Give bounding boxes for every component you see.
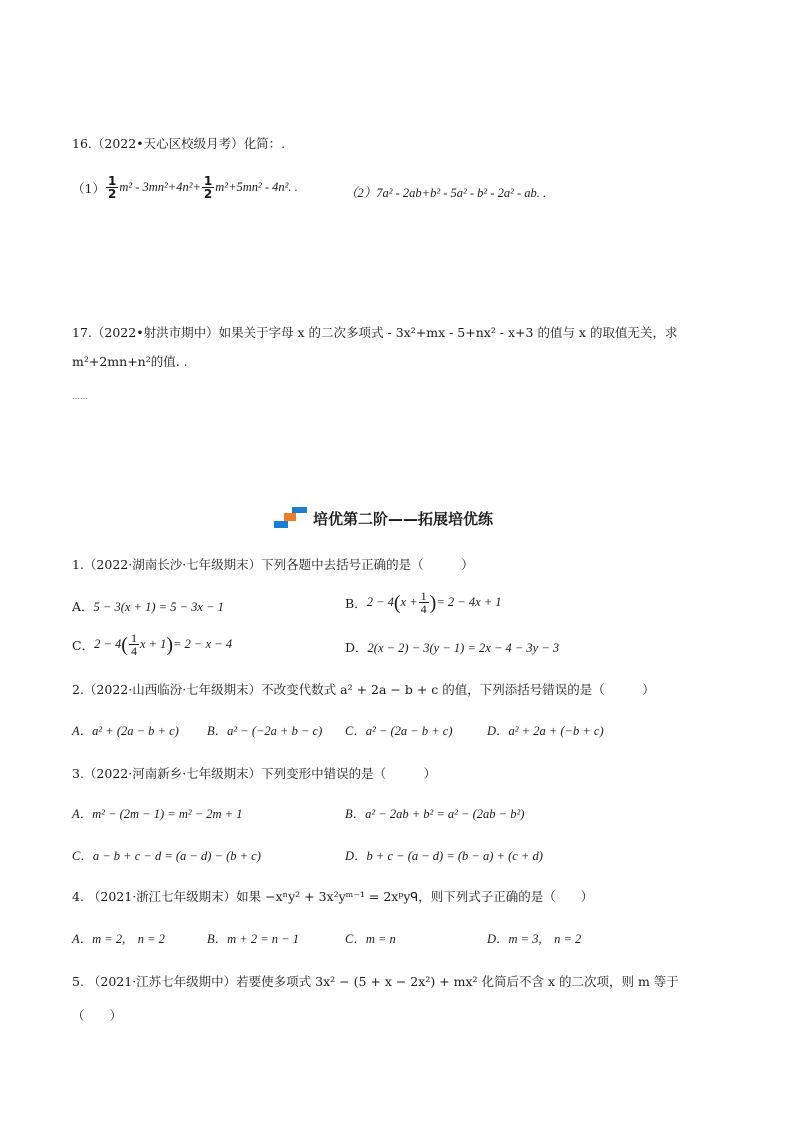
- q5-line1: 5. （2021·江苏七年级期中）若要使多项式 3x² − (5 + x − 2x²) + mx² 化简后不含 x 的二次项，则 m 等于: [72, 974, 679, 989]
- dotted-leader: ……: [72, 392, 88, 401]
- q16-part1: [72, 175, 298, 200]
- q16-part1-label: （1）: [72, 180, 105, 196]
- q16-frac-2: $\frac{1}{2}$: [203, 174, 213, 201]
- q4-option-a: A．m = 2, n = 2: [72, 932, 165, 946]
- section-decoration-icon: [273, 506, 309, 530]
- q16-frac-1: $\frac{1}{2}$: [107, 174, 117, 201]
- section-title: 培优第二阶——拓展培优练: [313, 509, 494, 528]
- q2-option-c: C．a² − (2a − b + c): [345, 724, 453, 738]
- q1-b-frac: $\frac{1}{4}$: [420, 589, 427, 616]
- q1-option-c: C． 2 − 4 ( $\frac{1}{4}$ x + 1 ) = 2 − x − 4: [72, 631, 233, 658]
- q4-option-c: C．m = n: [345, 932, 396, 946]
- q1-option-b: B． 2 − 4 ( x + $\frac{1}{4}$ ) = 2 − 4x + 1: [345, 589, 502, 616]
- q16-part2: （2）7a² - 2ab+b² - 5a² - b² - 2a² - ab. .: [345, 186, 547, 200]
- q3-option-b: B．a² − 2ab + b² = a² − (2ab − b²): [345, 807, 525, 821]
- q16-part1-expr-a: m² - 3mn²+4n²+: [119, 180, 201, 194]
- q2-option-b: B．a² − (−2a + b − c): [207, 724, 323, 738]
- q5-line2: （ ）: [72, 1008, 123, 1023]
- q3-stem: 3.（2022·河南新乡·七年级期末）下列变形中错误的是（ ）: [72, 766, 437, 781]
- q2-stem: 2.（2022·山西临汾·七年级期末）不改变代数式 a² + 2a − b + c 的值，下列添括号错误的是（ ）: [72, 682, 655, 697]
- q3-option-d: D．b + c − (a − d) = (b − a) + (c + d): [345, 849, 543, 863]
- q3-option-c: C．a − b + c − d = (a − d) − (b + c): [72, 849, 261, 863]
- section-heading: [273, 506, 493, 530]
- q1-stem: 1.（2022·湖南长沙·七年级期末）下列各题中去括号正确的是（ ）: [72, 557, 474, 572]
- q16-part1-expr-b: m²+5mn² - 4n². .: [215, 180, 298, 194]
- q2-option-a: A．a² + (2a − b + c): [72, 724, 179, 738]
- q1-option-a: A．5 − 3(x + 1) = 5 − 3x − 1: [72, 599, 224, 614]
- q3-option-a: A．m² − (2m − 1) = m² − 2m + 1: [72, 807, 243, 821]
- q17-line1: 17.（2022•射洪市期中）如果关于字母 x 的二次多项式 - 3x²+mx - 5+nx² - x+3 的值与 x 的取值无关，求: [72, 325, 678, 340]
- q4-stem: 4. （2021·浙江七年级期末）如果 −xⁿy² + 3x²yᵐ⁻¹ = 2xᵖyᑫ，则下列式子正确的是（ ）: [72, 889, 594, 904]
- q4-option-b: B．m + 2 = n − 1: [207, 932, 299, 946]
- q1-option-d: D．2(x − 2) − 3(y − 1) = 2x − 4 − 3y − 3: [345, 640, 560, 655]
- q16-stem: 16.（2022•天心区校级月考）化简：.: [72, 136, 286, 151]
- q17-line2: m²+2mn+n²的值. .: [72, 354, 188, 369]
- q4-option-d: D．m = 3, n = 2: [487, 932, 582, 946]
- q2-option-d: D．a² + 2a + (−b + c): [487, 724, 604, 738]
- q1-c-frac: $\frac{1}{4}$: [130, 631, 137, 658]
